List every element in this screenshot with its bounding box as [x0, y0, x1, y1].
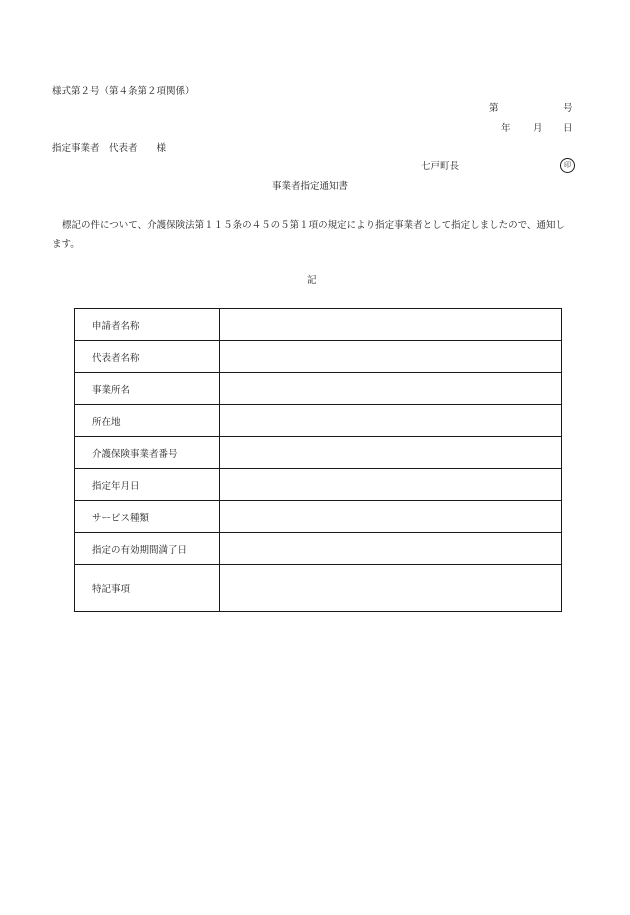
row-label-service-type: サービス種類: [75, 501, 220, 533]
table-row: [75, 309, 562, 341]
row-label-provider-number: 介護保険事業者番号: [75, 437, 220, 469]
body-text: 標記の件について、介護保険法第１１５条の４５の５第１項の規定により指定事業者として指定しましたので、通知します。: [52, 220, 565, 250]
row-value-service-type[interactable]: [220, 501, 562, 533]
row-value-applicant-name[interactable]: [220, 309, 562, 341]
row-value-provider-number[interactable]: [220, 437, 562, 469]
row-label-designation-date: 指定年月日: [75, 469, 220, 501]
table-row: [75, 501, 562, 533]
table-row: [75, 469, 562, 501]
document-number-prefix: 第: [489, 103, 499, 114]
table-row: [75, 533, 562, 565]
document-number-suffix: 号: [563, 103, 573, 114]
info-table: [74, 308, 562, 612]
form-number: 様式第２号（第４条第２項関係）: [52, 86, 195, 97]
row-value-address[interactable]: [220, 405, 562, 437]
table-row: [75, 437, 562, 469]
table-row: [75, 341, 562, 373]
date-month: 月: [533, 123, 543, 134]
document-title: 事業者指定通知書: [272, 181, 349, 192]
seal-icon: 印: [560, 158, 575, 173]
row-value-representative-name[interactable]: [220, 341, 562, 373]
row-label-address: 所在地: [75, 405, 220, 437]
row-label-office-name: 事業所名: [75, 373, 220, 405]
table-row: [75, 373, 562, 405]
table-row: [75, 405, 562, 437]
ki-heading: 記: [307, 275, 317, 286]
issuer-name: 七戸町長: [421, 161, 460, 172]
date-day: 日: [563, 123, 573, 134]
row-value-designation-date[interactable]: [220, 469, 562, 501]
row-label-applicant-name: 申請者名称: [75, 309, 220, 341]
row-value-expiry-date[interactable]: [220, 533, 562, 565]
row-value-office-name[interactable]: [220, 373, 562, 405]
row-label-expiry-date: 指定の有効期間満了日: [75, 533, 220, 565]
row-value-special-notes[interactable]: [220, 565, 562, 612]
table-row: [75, 565, 562, 612]
date-year: 年: [501, 123, 511, 134]
row-label-representative-name: 代表者名称: [75, 341, 220, 373]
addressee: 指定事業者 代表者 様: [52, 143, 167, 154]
row-label-special-notes: 特記事項: [75, 565, 220, 612]
